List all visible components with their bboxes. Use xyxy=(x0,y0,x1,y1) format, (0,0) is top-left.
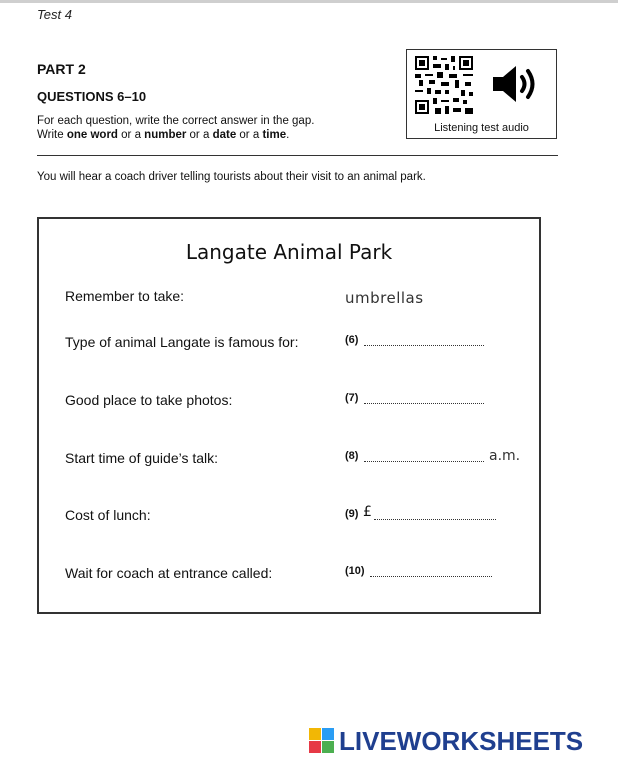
answer-input-10[interactable] xyxy=(370,560,492,576)
liveworksheets-brand[interactable] xyxy=(309,726,583,756)
question-number-6: (6) xyxy=(345,334,359,346)
answer-input-7[interactable] xyxy=(364,387,484,403)
row-label-9: Cost of lunch: xyxy=(65,507,151,523)
divider xyxy=(37,155,558,156)
speaker-icon[interactable] xyxy=(489,60,541,108)
row-label-8: Start time of guide’s talk: xyxy=(65,450,219,466)
instruction-line-1: For each question, write the correct answer in the gap. xyxy=(37,115,315,127)
row-label-remember: Remember to take: xyxy=(65,288,185,304)
brand-text: LIVEWORKSHEETS xyxy=(339,725,584,756)
gap-line-8 xyxy=(364,461,484,462)
top-border xyxy=(0,0,618,3)
intro-text: You will hear a coach driver telling tourists about their visit to an animal park. xyxy=(37,171,426,183)
answer-input-9[interactable] xyxy=(374,503,496,519)
question-number-10: (10) xyxy=(345,565,365,577)
question-number-8: (8) xyxy=(345,450,359,462)
gap-line-10 xyxy=(370,576,492,577)
questions-heading: QUESTIONS 6–10 xyxy=(37,89,147,104)
question-number-9: (9) xyxy=(345,508,359,520)
example-answer: umbrellas xyxy=(345,289,424,307)
test-label: Test 4 xyxy=(37,7,72,22)
animal-park-form xyxy=(37,217,541,614)
qr-code-icon[interactable] xyxy=(415,56,473,114)
row-label-6: Type of animal Langate is famous for: xyxy=(65,334,299,350)
liveworksheets-logo-icon xyxy=(309,728,335,754)
row-label-10: Wait for coach at entrance called: xyxy=(65,565,273,581)
answer-input-6[interactable] xyxy=(364,329,484,345)
question-number-7: (7) xyxy=(345,392,359,404)
instruction-line-2: Write one word or a number or a date or a time. xyxy=(37,129,290,141)
row-label-7: Good place to take photos: xyxy=(65,392,233,408)
time-suffix: a.m. xyxy=(489,448,521,464)
audio-panel[interactable] xyxy=(406,49,557,139)
instructions xyxy=(37,114,314,142)
currency-prefix: £ xyxy=(363,504,372,520)
part-heading: PART 2 xyxy=(37,61,86,77)
answer-input-8[interactable] xyxy=(364,445,484,461)
gap-line-7 xyxy=(364,403,484,404)
audio-label: Listening test audio xyxy=(434,122,529,134)
gap-line-9 xyxy=(374,519,496,520)
gap-line-6 xyxy=(364,345,484,346)
form-title: Langate Animal Park xyxy=(185,240,393,264)
